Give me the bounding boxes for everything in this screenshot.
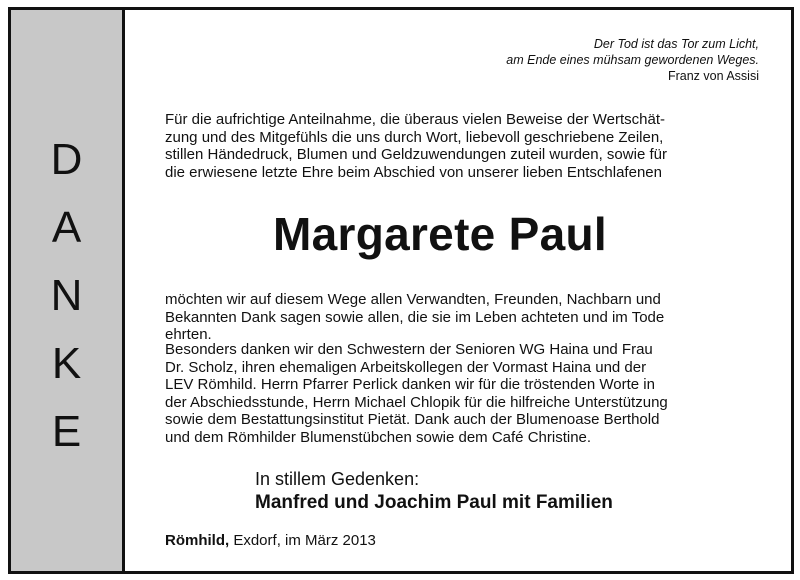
sidebar-letter: E [51,407,82,456]
special-thanks-paragraph [165,341,765,447]
sidebar-letter: A [51,203,82,252]
text-line: Dr. Scholz, ihren ehemaligen Arbeitskollegen der Vormast Haina und der [165,358,647,376]
text-line: Besonders danken wir den Schwestern der Senioren WG Haina und Frau [165,341,653,358]
intro-paragraph [165,111,765,181]
quote-block [506,36,759,84]
sidebar-letter: D [50,135,83,184]
sidebar-letter: N [50,271,83,320]
text-line: der Abschiedsstunde, Herrn Michael Chlopik für die hilfreiche Unterstützung [165,393,668,411]
obituary-notice [8,7,794,574]
text-line: zung und des Mitgefühls die uns durch Wort, liebevoll geschriebene Zeilen, [165,128,664,146]
text-line: LEV Römhild. Herrn Pfarrer Perlick danken wir für die tröstenden Worte in [165,376,655,394]
quote-author: Franz von Assisi [667,69,759,83]
text-line: und dem Römhilder Blumenstübchen sowie dem Café Christine. [165,428,592,446]
thanks-paragraph [165,291,765,344]
place-date [165,532,376,550]
text-line: Für die aufrichtige Anteilnahme, die überaus vielen Beweise der Wertschät- [165,111,665,128]
text-line: Bekannten Dank sagen sowie allen, die sie im Leben achteten und im Tode [165,308,665,326]
quote-line: Der Tod ist das Tor zum Licht, [593,37,759,51]
notice-body [125,10,791,571]
place-name: Römhild, [165,532,230,549]
in-memory-line: In stillem Gedenken: [255,469,420,489]
deceased-name: Margarete Paul [273,208,607,260]
text-line: möchten wir auf diesem Wege allen Verwandten, Freunden, Nachbarn und [165,291,661,308]
text-line: stillen Händedruck, Blumen und Geldzuwendungen zuteil wurden, sowie für [165,146,667,164]
sidebar-letter: K [51,339,82,388]
text-line: die erwiesene letzte Ehre beim Abschied von unserer lieben Entschlafenen [165,163,662,181]
danke-sidebar [11,10,125,571]
family-signature: Manfred und Joachim Paul mit Familien [255,492,613,513]
text-line: sowie dem Bestattungsinstitut Pietät. Dank auch der Blumenoase Berthold [165,411,660,429]
text-line: ehrten. [165,326,212,344]
place-date-rest: Exdorf, im März 2013 [229,532,376,549]
quote-line: am Ende eines mühsam gewordenen Weges. [506,53,759,67]
